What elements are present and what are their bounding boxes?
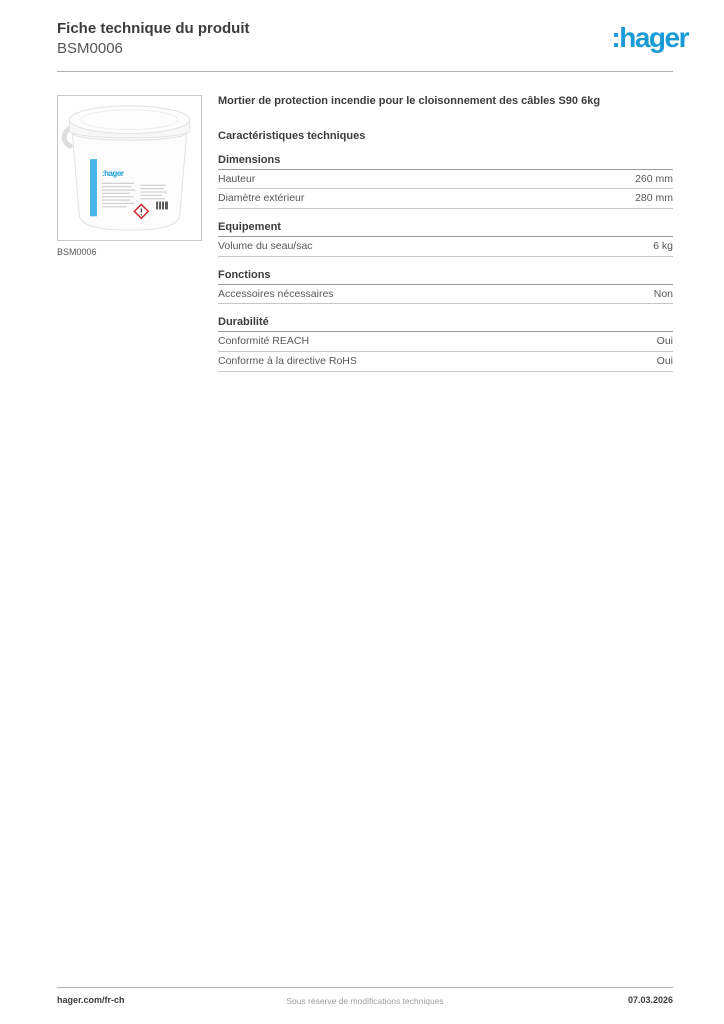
footer-divider — [57, 987, 673, 988]
product-description: Mortier de protection incendie pour le cloisonnement des câbles S90 6kg — [218, 95, 601, 107]
bucket-body — [72, 133, 186, 230]
product-image-caption: BSM0006 — [57, 247, 97, 257]
label-brand-text: :hager — [101, 168, 124, 178]
label-barcode — [156, 202, 168, 210]
spec-row-volume-seau — [218, 237, 673, 257]
header-text — [57, 20, 250, 59]
product-reference: BSM0006 — [57, 39, 123, 57]
spec-row-accessoires — [218, 285, 673, 305]
spec-value: Non — [653, 287, 673, 300]
spec-label: Conformité REACH — [218, 335, 310, 348]
section-title: Equipement — [218, 221, 673, 237]
page-title: Fiche technique du produit — [57, 20, 250, 37]
product-image-column — [57, 95, 203, 257]
footer-disclaimer: Sous réserve de modifications techniques — [286, 996, 444, 1006]
footer — [57, 995, 673, 1009]
section-title: Dimensions — [218, 154, 673, 170]
spec-value: Oui — [656, 354, 673, 367]
spec-row-reach — [218, 332, 673, 352]
bucket-illustration — [60, 98, 199, 238]
product-image — [57, 95, 202, 241]
spec-row-diametre-exterieur — [218, 189, 673, 209]
section-fonctions — [218, 269, 673, 305]
spec-label: Conforme à la directive RoHS — [218, 354, 357, 367]
spec-label: Volume du seau/sac — [218, 240, 313, 253]
spec-value: 260 mm — [635, 172, 673, 185]
characteristics-panel — [218, 95, 673, 372]
label-blue-stripe — [90, 159, 97, 216]
spec-label: Diamètre extérieur — [218, 192, 305, 205]
footer-date: 07.03.2026 — [627, 995, 673, 1005]
spec-label: Hauteur — [218, 172, 256, 185]
spec-row-hauteur — [218, 170, 673, 190]
section-equipement — [218, 221, 673, 257]
header-divider — [57, 71, 673, 72]
header — [57, 20, 688, 59]
footer-website: hager.com/fr-ch — [57, 995, 125, 1005]
section-title: Fonctions — [218, 269, 673, 285]
hager-logo: :hager — [611, 22, 688, 53]
spec-label: Accessoires nécessaires — [218, 287, 334, 300]
characteristics-heading: Caractéristiques techniques — [218, 129, 366, 142]
section-title: Durabilité — [218, 316, 673, 332]
spec-value: 6 kg — [653, 240, 673, 253]
spec-value: Oui — [656, 335, 673, 348]
section-durabilite — [218, 316, 673, 371]
section-dimensions — [218, 154, 673, 209]
spec-value: 280 mm — [635, 192, 673, 205]
spec-row-rohs — [218, 352, 673, 372]
